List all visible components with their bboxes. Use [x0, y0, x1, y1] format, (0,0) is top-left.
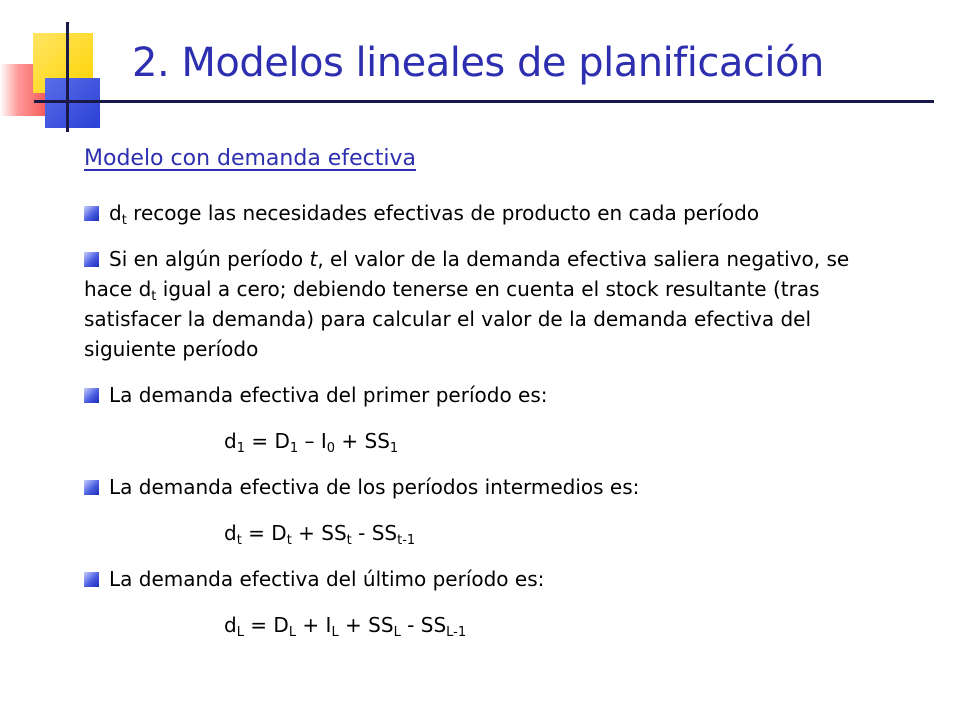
- p3-text: La demanda efectiva del primer período es:: [109, 383, 548, 407]
- eq2-d-sub: t-1: [397, 533, 416, 548]
- p2-t: t: [309, 247, 318, 271]
- eq2-b-sub: t: [286, 533, 292, 548]
- eq3-a-sub: L: [236, 625, 244, 640]
- bullet-first-period: [84, 380, 884, 410]
- eq3-a: d: [224, 613, 237, 637]
- eq2-b: = D: [241, 521, 287, 545]
- blue-square-icon: [84, 572, 99, 587]
- eq1-c: – I: [298, 429, 327, 453]
- p2-a: Si en algún período: [109, 247, 310, 271]
- eq2-c-sub: t: [346, 533, 352, 548]
- p2-sub: t: [151, 289, 157, 304]
- var-d: d: [109, 201, 122, 225]
- blue-square-icon: [84, 252, 99, 267]
- eq2-a: d: [224, 521, 237, 545]
- eq2-c: + SS: [291, 521, 347, 545]
- eq1-b-sub: 1: [289, 441, 299, 456]
- eq3-e-sub: L-1: [446, 625, 467, 640]
- blue-square-icon: [84, 480, 99, 495]
- eq3-b-sub: L: [288, 625, 297, 640]
- bullet-negative-demand: [84, 244, 884, 364]
- eq2-a-sub: t: [236, 533, 242, 548]
- p5-text: La demanda efectiva del último período es:: [109, 567, 545, 591]
- p1-text: recoge las necesidades efectivas de producto en cada período: [126, 201, 760, 225]
- slide-subtitle: Modelo con demanda efectiva: [84, 146, 416, 171]
- decor-vertical-line: [66, 22, 69, 132]
- eq3-d-sub: L: [393, 625, 401, 640]
- slide-title: 2. Modelos lineales de planificación: [132, 40, 824, 86]
- eq1-d-sub: 1: [389, 441, 399, 456]
- eq3-b: = D: [243, 613, 289, 637]
- eq3-d: + SS: [338, 613, 394, 637]
- blue-square-icon: [84, 388, 99, 403]
- slide-content: [84, 198, 884, 656]
- bullet-dt-definition: [84, 198, 884, 228]
- eq1-b: = D: [244, 429, 290, 453]
- p2-c: igual a cero; debiendo tenerse en cuenta el stock resultante (tras satisfacer la demanda) para calcular el valor de la demanda efectiva del siguiente período: [84, 277, 820, 361]
- var-sub-t: t: [121, 213, 127, 228]
- bullet-last-period: [84, 564, 884, 594]
- decor-blue-square: [45, 78, 100, 128]
- equation-intermediate-periods: [224, 518, 884, 548]
- bullet-intermediate-periods: [84, 472, 884, 502]
- eq1-a-sub: 1: [236, 441, 245, 456]
- eq1-c-sub: 0: [326, 441, 336, 456]
- decor-horizontal-line: [34, 100, 934, 103]
- p2-b: , el valor de la demanda efectiva saliera negativo, se hace d: [84, 247, 850, 301]
- eq1-d: + SS: [335, 429, 390, 453]
- eq3-c-sub: L: [331, 625, 339, 640]
- blue-square-icon: [84, 206, 99, 221]
- equation-first-period: [224, 426, 884, 456]
- equation-last-period: [224, 610, 884, 640]
- eq3-c: + I: [296, 613, 332, 637]
- eq2-d: - SS: [351, 521, 398, 545]
- eq3-e: - SS: [400, 613, 447, 637]
- eq1-a: d: [224, 429, 237, 453]
- p4-text: La demanda efectiva de los períodos intermedios es:: [109, 475, 640, 499]
